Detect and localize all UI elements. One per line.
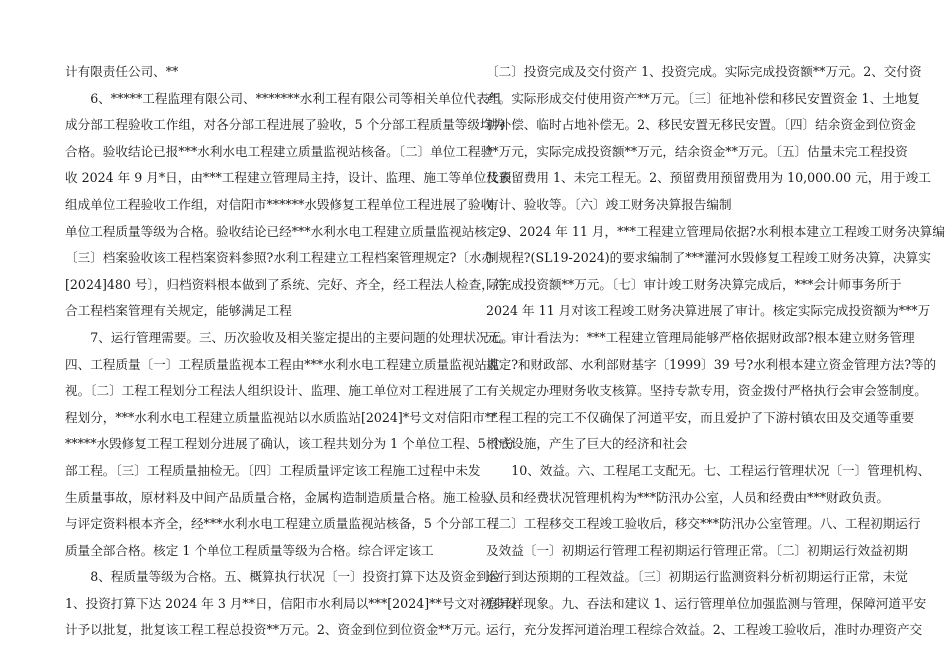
text-line: 运行，充分发挥河道治理工程综合效益。2、工程竣工验收后，准时办理资产交 [486, 622, 923, 638]
text-line: 四、工程质量〔一〕工程质量监视本工程由***水利水电工程建立质量监视站监 [65, 356, 500, 372]
text-line: 及效益〔一〕初期运行管理工程初期运行管理正常。〔二〕初期运行效益初期 [486, 542, 908, 558]
text-line: 〔三〕档案验收该工程档案资料参照?水利工程建立工程档案管理规定?〔水办 [65, 250, 495, 266]
left-text-column [65, 59, 518, 644]
text-line: 部工程。〔三〕工程质量抽检无。〔四〕工程质量评定该工程施工过程中未发 [65, 462, 481, 478]
text-line: 收 2024 年 9 月*日，由***工程建立管理局主持，设计、监理、施工等单位代表 [65, 170, 512, 186]
text-line: 产。实际形成交付使用资产**万元。〔三〕征地补偿和移民安置资金 1、土地复 [486, 90, 920, 106]
text-line: 规定?和财政部、水利部财基字〔1999〕39 号?水利根本建立资金管理方法?等的 [486, 356, 937, 372]
text-line: 成分部工程验收工作组，对各分部工程进展了验收，5 个分部工程质量等级均为 [65, 117, 506, 133]
text-line: 〔二〕工程移交工程竣工验收后，移交***防汛办公室管理。八、工程初期运行 [486, 516, 921, 532]
text-line: 元。审计看法为：***工程建立管理局能够严格依据财政部?根本建立财务管理 [486, 329, 915, 345]
text-line: 察异样现象。九、吞法和建议 1、运行管理单位加强监测与管理，保障河道平安 [486, 595, 927, 611]
text-line: 制规程?(SL19-2024)的要求编制了***灌河水毁修复工程竣工财务决算，决算实 [486, 250, 931, 266]
text-line: *****水毁修复工程工程划分进展了确认，该工程共划分为 1 个单位工程、5 个分 [65, 436, 515, 452]
text-line: 单位工程质量等级为合格。验收结论已经***水利水电工程建立质量监视站核定。 [65, 223, 513, 239]
text-line: 程划分，***水利水电工程建立质量监视站以水质监站[2024]*号文对信阳市** [65, 409, 498, 425]
text-line: 计予以批复，批复该工程工程总投资**万元。2、资金到位到位资金**万元。 [65, 622, 489, 638]
text-line: 工程工程的完工不仅确保了河道平安，而且爱护了下游村镇农田及交通等重要 [486, 409, 915, 425]
text-line: 根底设施，产生了巨大的经济和社会 [486, 436, 688, 452]
text-line: 1、投资打算下达 2024 年 3 月**日，信阳市水利局以***[2024]**号文对初步设 [65, 595, 518, 611]
text-line: 〔二〕投资完成及交付资产 1、投资完成。实际完成投资额**万元。2、交付资 [486, 64, 922, 79]
right-text-column [486, 59, 945, 644]
text-line: 审计、验收等。〔六〕竣工财务决算报告编制 [486, 196, 732, 212]
text-line: 9、2024 年 11 月，***工程建立管理局依据?水利根本建立工程竣工财务决算编 [486, 223, 945, 239]
text-line: 际完成投资额**万元。〔七〕审计竣工财务决算完成后，***会计师事务所于 [486, 276, 902, 292]
text-line: 与评定资料根本齐全，经***水利水电工程建立质量监视站核备，5 个分部工程 [65, 516, 499, 532]
text-line: 及预留费用 1、未完工程无。2、预留费用预留费用为 10,000.00 元，用于竣工 [486, 170, 931, 186]
text-line: 视。〔二〕工程工程划分工程法人组织设计、监理、施工单位对工程进展了工 [65, 383, 487, 399]
text-line: 运行到达预期的工程效益。〔三〕初期运行监测资料分析初期运行正常，未觉 [486, 569, 908, 585]
text-line: 生质量事故，原材料及中间产品质量合格，金属构造制造质量合格。施工检验 [65, 489, 494, 505]
text-line: 人员和经费状况管理机构为***防汛办公室，人员和经费由***财政负责。 [486, 489, 889, 505]
text-line: **万元，实际完成投资额**万元，结余资金**万元。〔五〕估量未完工程投资 [486, 143, 908, 159]
text-line: 10、效益。六、工程尾工支配无。七、工程运行管理状况〔一〕管理机构、 [486, 462, 931, 478]
text-line: 6、*****工程监理有限公司、*******水利工程有限公司等相关单位代表组 [65, 90, 502, 106]
text-line: [2024]480 号〕，归档资料根本做到了系统、完好、齐全，经工程法人检查，符 [65, 276, 507, 292]
text-line: 质量全部合格。核定 1 个单位工程质量等级为合格。综合评定该工 [65, 542, 434, 558]
text-line: 7、运行管理需要。三、历次验收及相关鉴定提出的主要问题的处理状况无。 [65, 329, 514, 345]
text-line: 合工程档案管理有关规定，能够满足工程 [65, 303, 292, 319]
text-line: 8、程质量等级为合格。五、概算执行状况〔一〕投资打算下达及资金到位 [65, 569, 502, 585]
text-line: 有关规定办理财务收支核算。坚持专款专用，资金拨付严格执行会审会签制度。 [486, 383, 927, 399]
text-line: 计有限责任公司、** [65, 64, 179, 79]
text-line: 合格。验收结论已报***水利水电工程建立质量监视站核备。〔二〕单位工程验 [65, 143, 494, 159]
text-line: 组成单位工程验收工作组，对信阳市******水毁修复工程单位工程进展了验收， [65, 196, 506, 212]
text-line: 耕补偿、临时占地补偿无。2、移民安置无移民安置。〔四〕结余资金到位资金 [486, 117, 916, 133]
text-line: 2024 年 11 月对该工程竣工财务决算进展了审计。核定实际完成投资额为***万 [486, 303, 931, 319]
